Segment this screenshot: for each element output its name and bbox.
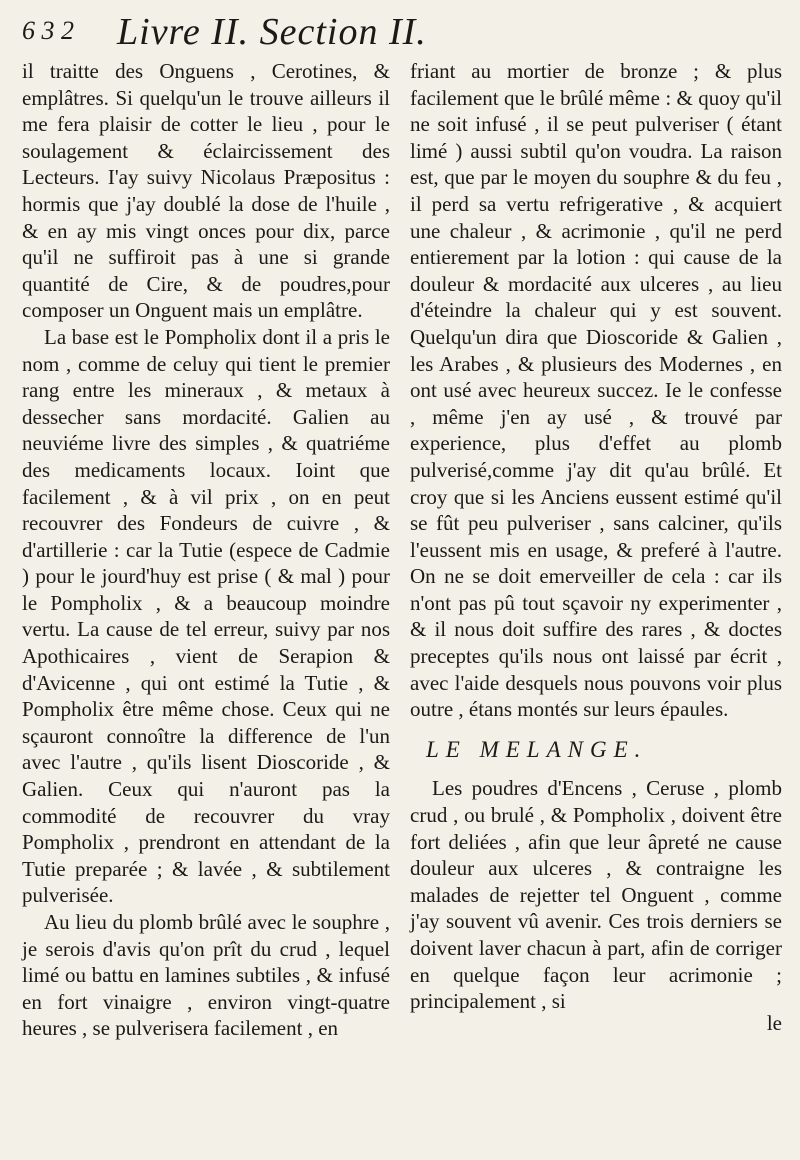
section-heading: LE MELANGE. — [426, 736, 648, 762]
running-title: Livre II. Section II. — [117, 11, 427, 53]
left-column — [22, 58, 390, 1042]
catchword: le — [766, 1010, 782, 1035]
page-number: 6 3 2 — [22, 16, 74, 45]
paragraph-plomb: Au lieu du plomb brûlé avec le souphre , je serois d'avis qu'on prît du crud , lequel limé ou battu en lamines subtiles , & infusé en fort vinaigre , environ vingt-quatre heures , se pulverisera facilement , en — [22, 910, 390, 1041]
paragraph-melange: Les poudres d'Encens , Ceruse , plomb crud , ou brulé , & Pompholix , doivent être fort deliées , afin que leur âpreté ne cause douleur aux ulceres , & contraigne les malades de rejetter tel Onguent , comme j'ay souvent vû avenir. Ces trois derniers se doivent laver chacun à part, afin de corriger en quelque façon leur acrimonie ; principalement , si — [410, 776, 782, 1014]
page-header — [22, 10, 778, 54]
right-column — [410, 58, 782, 1033]
paragraph-pompholix: La base est le Pompholix dont il a pris le nom , comme de celuy qui tient le premier rang entre les mineraux , & metaux à dessecher sans mordacité. Galien au neuviéme livre des simples , & quatriéme des medicaments locaux. Ioint que facilement , & à vil prix , on en peut recouvrer des Fondeurs de cuivre , & d'artillerie : car la Tutie (espece de Cadmie ) pour le jourd'huy est prise ( & mal ) pour le Pompholix , & a beaucoup moindre vertu. La cause de tel erreur, suivy par nos Apothicaires , vient de Serapion & d'Avicenne , qui ont estimé la Tutie , & Pompholix être même chose. Ceux qui ne sçauront connoître la difference de l'un avec l'autre , qu'ils lisent Dioscoride , & Galien. Ceux qui n'auront pas la commodité de recouvrer du vray Pompholix , prendront en attendant de la Tutie preparée ; & lavée , & subtilement pulverisée. — [22, 324, 390, 908]
paragraph-continued-right: friant au mortier de bronze ; & plus facilement que le brûlé même : & quoy qu'il ne soit infusé , il se peut pulveriser ( étant limé ) aussi subtil qu'on voudra. La raison est, que par le moyen du souphre & du feu , il perd sa vertu refrigerative , & acquiert une chaleur , & acrimonie , qu'il ne perd entierement par la lotion : qui cause de la douleur & mordacité aux ulceres , au lieu d'éteindre la chaleur qui y est souvent. Quelqu'un dira que Dioscoride & Galien , les Arabes , & plusieurs des Modernes , en ont usé avec heureux succez. Ie le confesse , même j'en ay usé , & trouvé par experience, plus d'effet au plomb pulverisé,comme j'ay dit qu'au brûlé. Et croy que si les Anciens eussent estimé qu'il se fût peu pulveriser , sans calciner, qu'ils l'eussent mis en usage, & preferé à l'autre. On ne se doit emerveiller de cela : car ils n'ont pas pû tout sçavoir ny experimenter , & il nous doit suffire des rares , & doctes preceptes qu'ils nous ont laissé par écrit , avec l'aide desquels nous pouvons voir plus outre , étans montés sur leurs épaules. — [410, 59, 782, 722]
paragraph-continued: il traitte des Onguens , Cerotines, & emplâtres. Si quelqu'un le trouve ailleurs il me fera plaisir de cotter le lieu , pour le soulagement & éclaircissement des Lecteurs. I'ay suivy Nicolaus Præpositus : hormis que j'ay doublé la dose de l'huile , & en ay mis vingt onces pour dix, parce qu'il ne suffiroit pas à une si grande quantité de Cire, & de poudres,pour composer un Onguent mais un emplâtre. — [22, 59, 390, 323]
